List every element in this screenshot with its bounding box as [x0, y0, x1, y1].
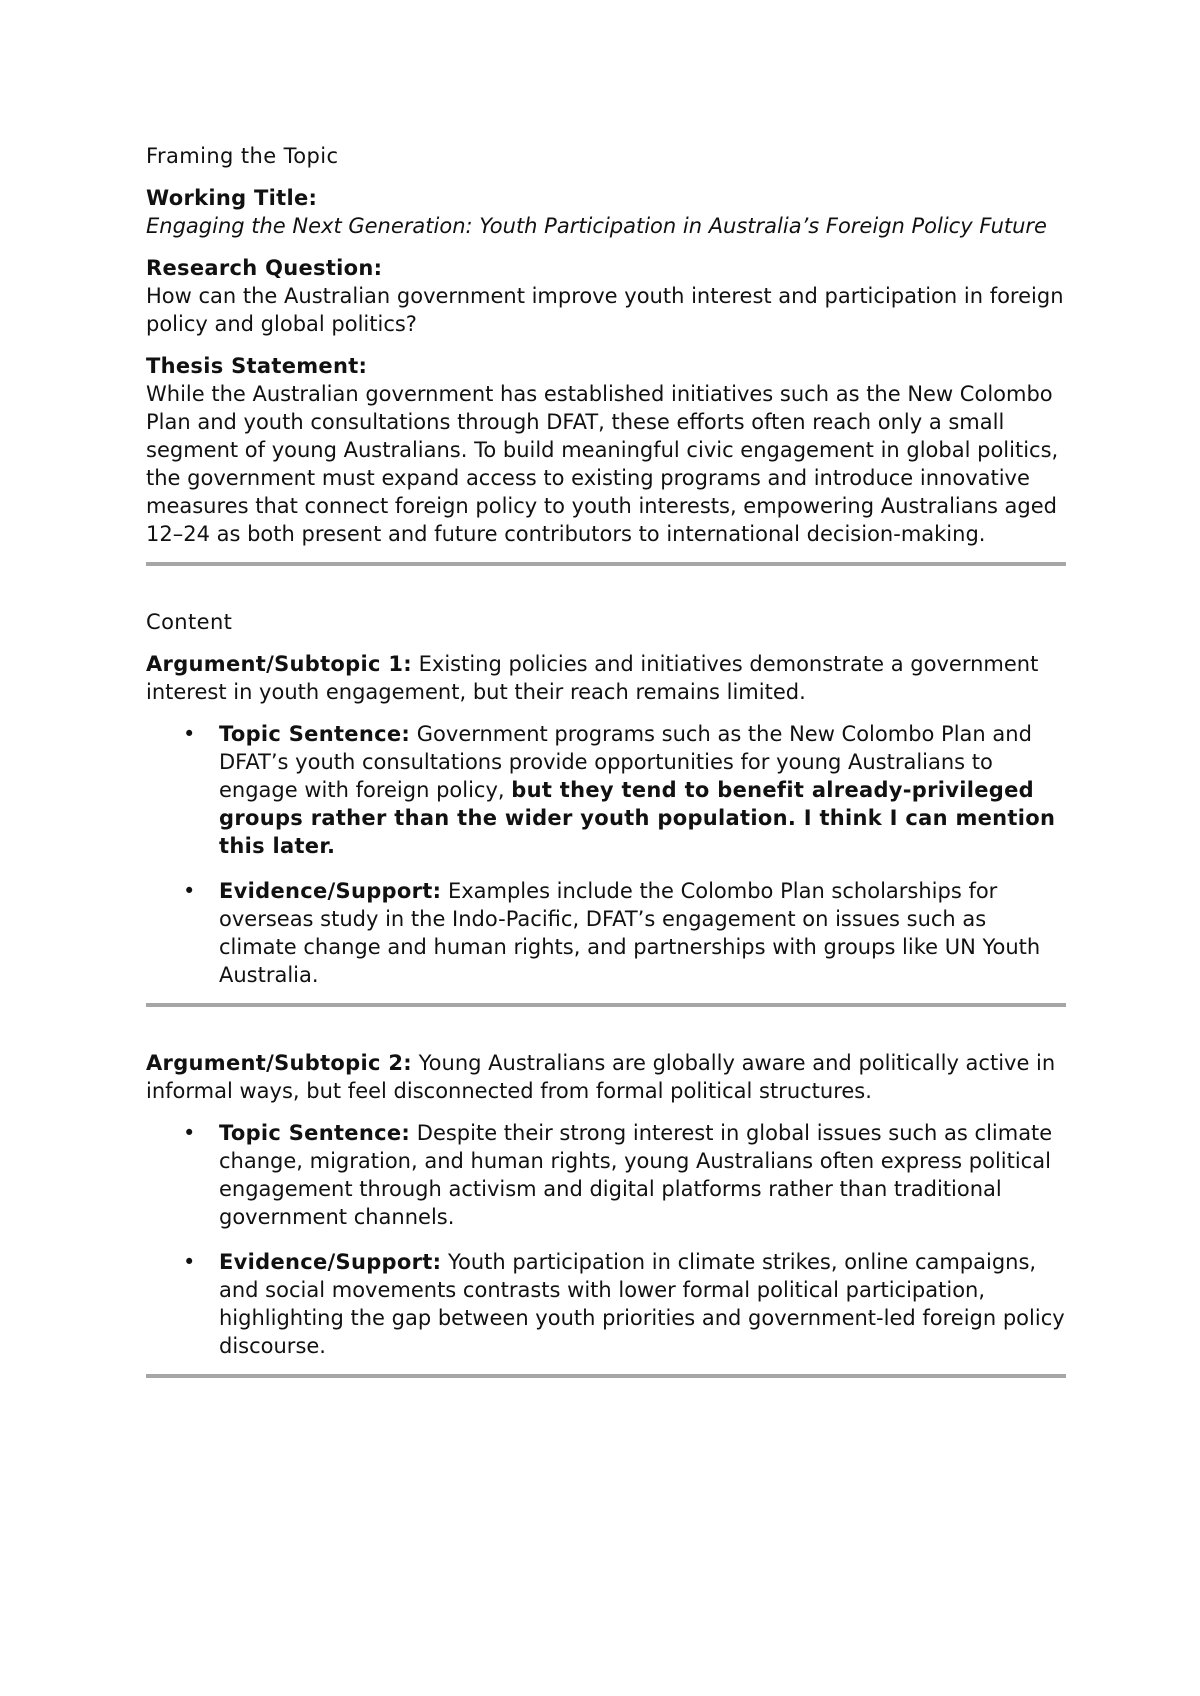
- bullet-marker: •: [183, 1121, 196, 1145]
- argument-label: Argument/Subtopic 2:: [146, 1051, 412, 1075]
- content-section-title: Content: [146, 610, 233, 634]
- bullet-label: Topic Sentence:: [219, 722, 411, 746]
- argument-text: Young Australians are globally aware and politically active in informal ways, but feel disconnected from formal political structures.: [146, 1051, 1056, 1103]
- framing-section-title: Framing the Topic: [146, 144, 339, 168]
- research-question-value: How can the Australian government improve youth interest and participation in foreign policy and global politics?: [146, 284, 1064, 336]
- research-question-field: [146, 254, 1066, 338]
- bullet-marker: •: [183, 722, 196, 746]
- argument-bullet-list: [146, 1119, 1066, 1360]
- argument-1: [146, 650, 1066, 989]
- bullet-text: Examples include the Colombo Plan scholarships for overseas study in the Indo-Pacific, DFAT’s engagement on issues such as climate change and human rights, and partnerships with groups like UN Youth Australia.: [219, 879, 1041, 987]
- thesis-label: Thesis Statement:: [146, 354, 368, 378]
- bullet-label: Evidence/Support:: [219, 879, 442, 903]
- list-item: [183, 1119, 1066, 1231]
- bullet-text: Youth participation in climate strikes, online campaigns, and social movements contrasts with lower formal political participation, highlighting the gap between youth priorities and government-led foreign policy discourse.: [219, 1250, 1065, 1358]
- argument-bullet-list: [146, 720, 1066, 989]
- list-item: [183, 720, 1066, 860]
- bullet-label: Topic Sentence:: [219, 1121, 411, 1145]
- list-item: [183, 877, 1066, 989]
- bullet-marker: •: [183, 879, 196, 903]
- research-question-label: Research Question:: [146, 256, 383, 280]
- document-page: [146, 142, 1066, 1420]
- working-title-label: Working Title:: [146, 186, 318, 210]
- section-divider: [146, 1003, 1066, 1007]
- argument-2: [146, 1049, 1066, 1360]
- section-divider: [146, 1374, 1066, 1378]
- list-item: [183, 1248, 1066, 1360]
- argument-statement: [146, 1049, 1066, 1105]
- argument-label: Argument/Subtopic 1:: [146, 652, 412, 676]
- bullet-text: Despite their strong interest in global issues such as climate change, migration, and human rights, young Australians often express political engagement through activism and digital platforms rather than traditional government channels.: [219, 1121, 1053, 1229]
- bullet-marker: •: [183, 1250, 196, 1274]
- working-title-value: Engaging the Next Generation: Youth Participation in Australia’s Foreign Policy Future: [146, 214, 1047, 238]
- argument-statement: [146, 650, 1066, 706]
- thesis-value: While the Australian government has established initiatives such as the New Colombo Plan and youth consultations through DFAT, these efforts often reach only a small segment of young Australians. To build meaningful civic engagement in global politics, the government must expand access to existing programs and introduce innovative measures that connect foreign policy to youth interests, empowering Australians aged 12–24 as both present and future contributors to international decision-making.: [146, 382, 1059, 546]
- bullet-bold-text: but they tend to benefit already-privileged groups rather than the wider youth population. I think I can mention this later.: [219, 778, 1056, 858]
- bullet-label: Evidence/Support:: [219, 1250, 442, 1274]
- section-divider: [146, 562, 1066, 566]
- argument-text: Existing policies and initiatives demonstrate a government interest in youth engagement, but their reach remains limited.: [146, 652, 1039, 704]
- thesis-field: [146, 352, 1066, 548]
- bullet-text: Government programs such as the New Colombo Plan and DFAT’s youth consultations provide opportunities for young Australians to engage with foreign policy,: [219, 722, 1032, 802]
- working-title-field: [146, 184, 1066, 240]
